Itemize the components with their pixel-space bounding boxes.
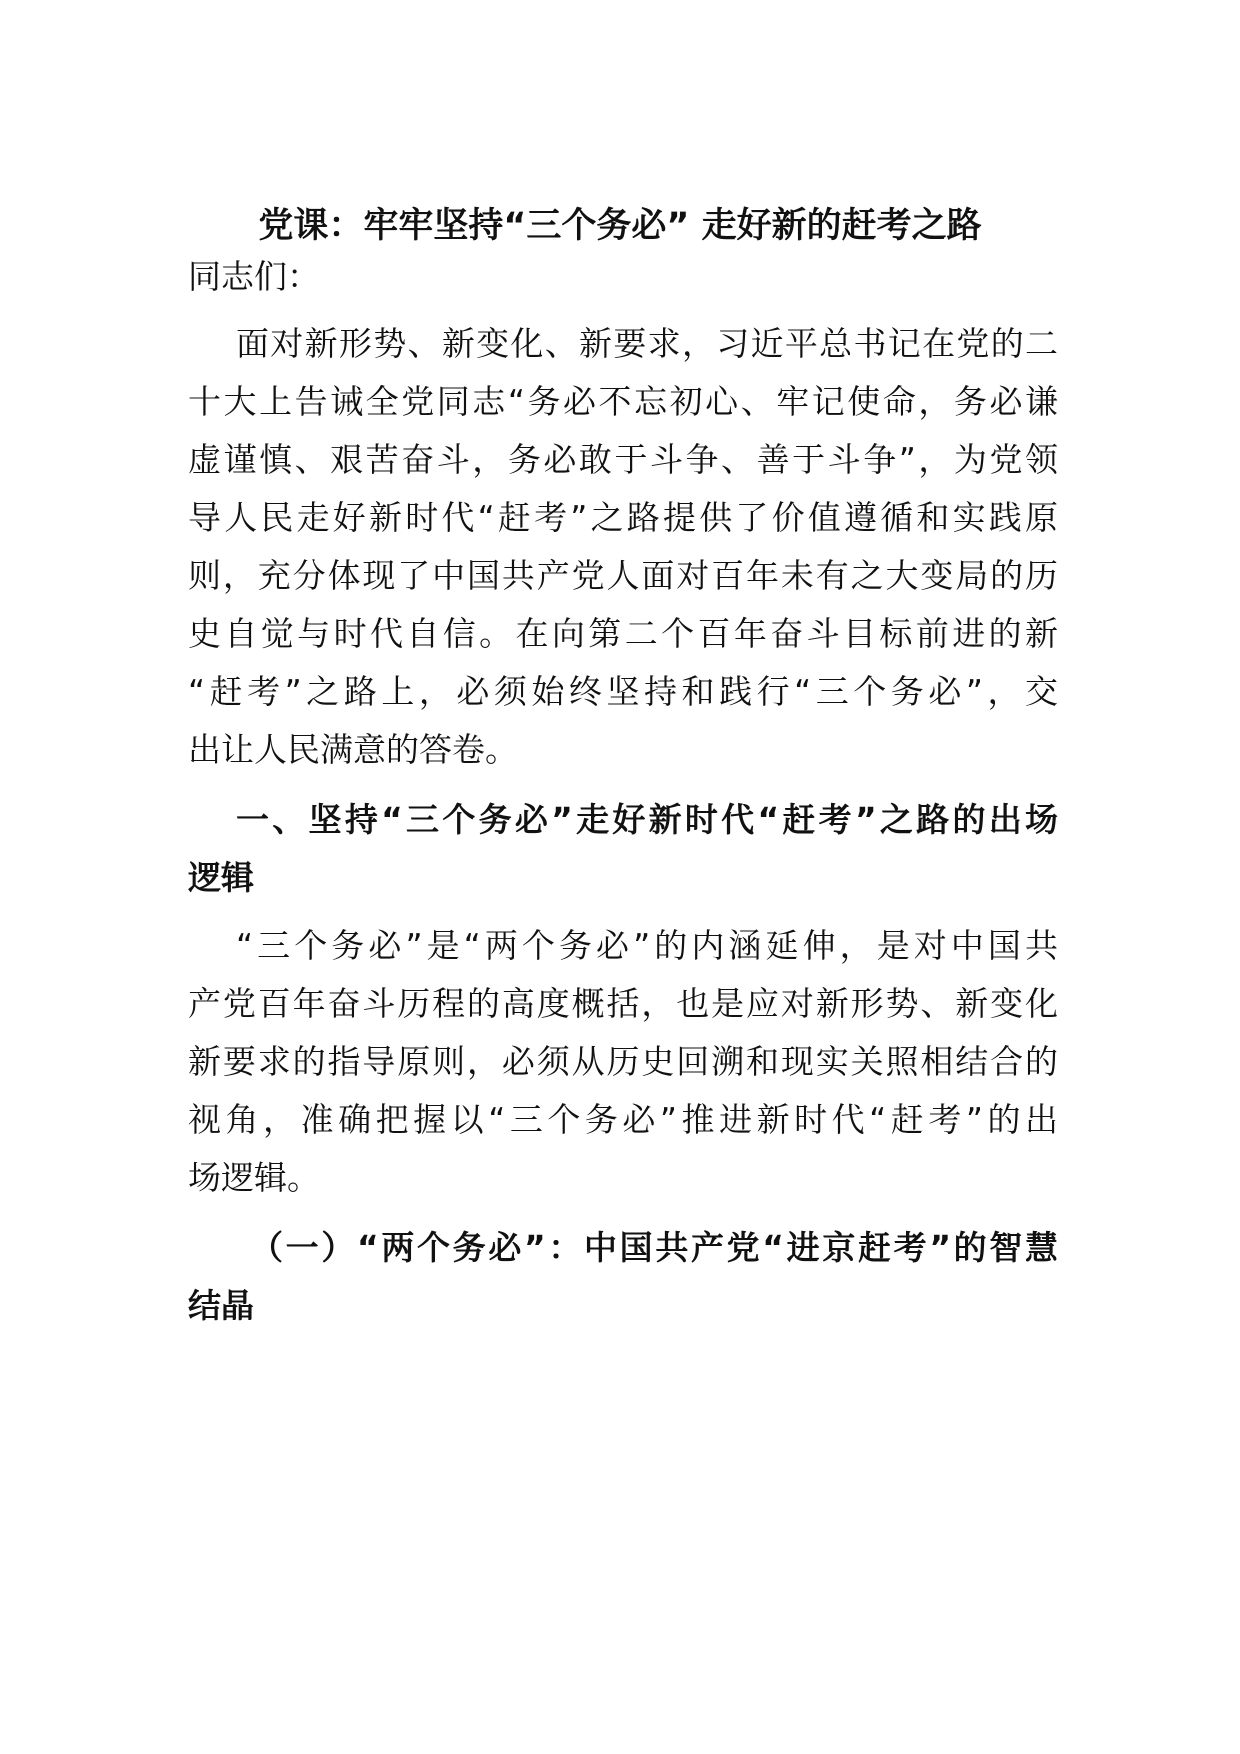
heading-1-line-1: 一、坚持“三个务必”走好新时代“赶考”之路的出场 [236, 800, 1058, 839]
paragraph-2-line-1: “三个务必”是“两个务必”的内涵延伸，是对中国共 [236, 926, 1058, 965]
paragraph-1-line-5: 则，充分体现了中国共产党人面对百年未有之大变局的历 [188, 556, 1058, 595]
paragraph-1-line-6: 史自觉与时代自信。在向第二个百年奋斗目标前进的新 [188, 614, 1058, 653]
heading-1-line-2: 逻辑 [188, 858, 254, 897]
heading-2-line-2: 结晶 [188, 1286, 254, 1325]
paragraph-1-line-7: “赶考”之路上，必须始终坚持和践行“三个务必”，交 [188, 672, 1058, 711]
paragraph-1-line-1: 面对新形势、新变化、新要求，习近平总书记在党的二 [236, 324, 1058, 363]
paragraph-2-line-2: 产党百年奋斗历程的高度概括，也是应对新形势、新变化 [188, 984, 1058, 1023]
paragraph-2-line-3: 新要求的指导原则，必须从历史回溯和现实关照相结合的 [188, 1042, 1058, 1081]
paragraph-1-line-2: 十大上告诫全党同志“务必不忘初心、牢记使命，务必谦 [188, 382, 1058, 421]
heading-2-line-1: （一）“两个务必”：中国共产党“进京赶考”的智慧 [250, 1228, 1058, 1267]
document-title: 党课：牢牢坚持“三个务必” 走好新的赶考之路 [258, 206, 982, 246]
greeting: 同志们： [188, 257, 320, 296]
paragraph-1-line-8: 出让人民满意的答卷。 [188, 730, 518, 769]
paragraph-1-line-3: 虚谨慎、艰苦奋斗，务必敢于斗争、善于斗争”，为党领 [188, 440, 1058, 479]
paragraph-2-line-4: 视角，准确把握以“三个务必”推进新时代“赶考”的出 [188, 1100, 1058, 1139]
paragraph-2-line-5: 场逻辑。 [188, 1158, 320, 1197]
paragraph-1-line-4: 导人民走好新时代“赶考”之路提供了价值遵循和实践原 [188, 498, 1058, 537]
